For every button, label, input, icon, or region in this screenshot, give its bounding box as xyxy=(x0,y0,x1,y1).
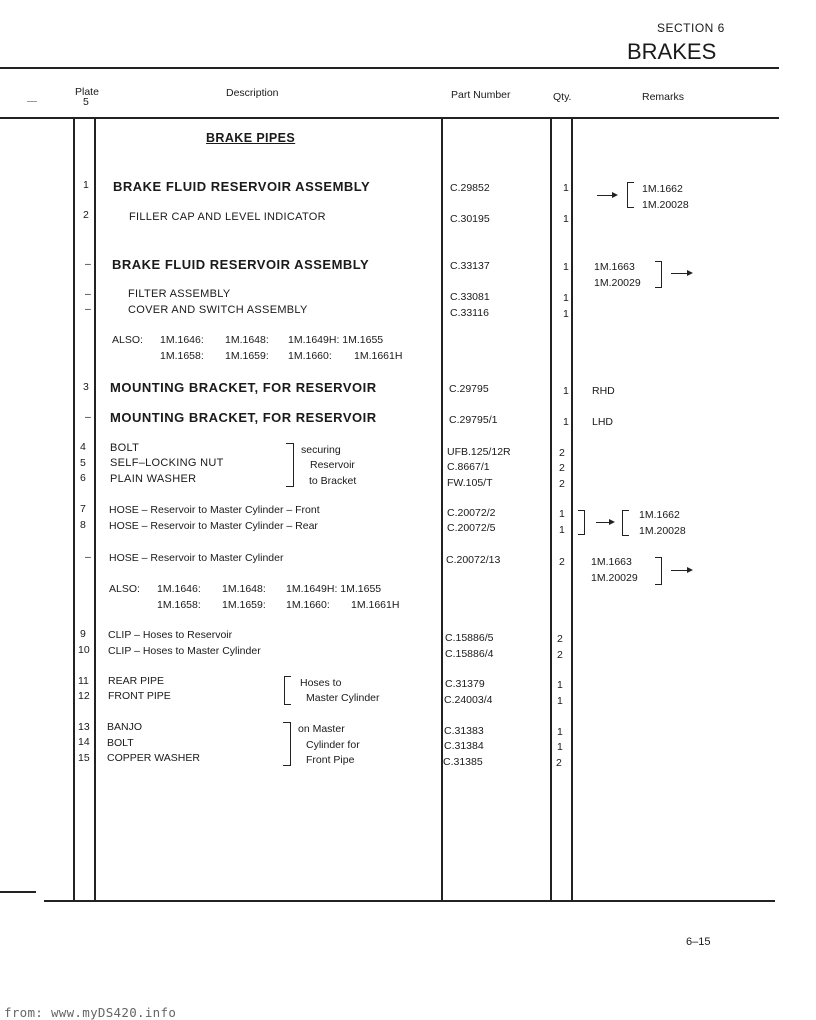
part-description: FILTER ASSEMBLY xyxy=(128,288,231,300)
also-item: 1M.1649H: 1M.1655 xyxy=(288,334,384,346)
page-title: BRAKES xyxy=(627,39,717,64)
bracket-left xyxy=(284,676,291,705)
also-item: 1M.1646: xyxy=(157,583,201,595)
part-number: C.29795 xyxy=(449,383,489,395)
plate-no: 3 xyxy=(83,381,89,393)
also-item: 1M.1661H xyxy=(351,599,400,611)
col-line-2 xyxy=(94,117,96,900)
part-number: C.24003/4 xyxy=(444,694,493,706)
bracket-left xyxy=(622,510,629,536)
part-description: HOSE – Reservoir to Master Cylinder xyxy=(109,552,284,564)
plate-no: 13 xyxy=(78,721,90,733)
part-number: C.31383 xyxy=(444,725,484,737)
part-number: C.8667/1 xyxy=(447,461,490,473)
plate-no: 1 xyxy=(83,179,89,191)
plate-no: 6 xyxy=(80,472,86,484)
part-number: C.31385 xyxy=(443,756,483,768)
note-text: Front Pipe xyxy=(306,754,355,766)
qty: 1 xyxy=(557,741,563,753)
also-item: 1M.1649H: 1M.1655 xyxy=(286,583,382,595)
qty: 1 xyxy=(563,261,569,273)
part-number: C.29852 xyxy=(450,182,490,194)
plate-no: – xyxy=(85,258,91,270)
plate-no: 8 xyxy=(80,519,86,531)
note-text: Reservoir xyxy=(310,459,355,471)
plate-no: – xyxy=(85,303,91,315)
remark-text: 1M.1662 xyxy=(642,183,683,195)
part-number: C.33116 xyxy=(450,307,489,319)
plate-no: – xyxy=(85,411,91,423)
qty: 1 xyxy=(557,679,563,691)
note-text: Master Cylinder xyxy=(306,692,380,704)
bracket-left xyxy=(627,182,634,208)
remark-text: 1M.20028 xyxy=(639,525,686,537)
qty: 2 xyxy=(559,447,565,459)
plate-no: 4 xyxy=(80,441,86,453)
part-description: MOUNTING BRACKET, FOR RESERVOIR xyxy=(110,410,377,425)
remark-text: 1M.20029 xyxy=(591,572,638,584)
part-description: BRAKE FLUID RESERVOIR ASSEMBLY xyxy=(113,179,371,194)
part-number: FW.105/T xyxy=(447,477,493,489)
bracket-right xyxy=(655,261,662,288)
bottom-rule-left xyxy=(0,891,36,893)
part-number: C.33137 xyxy=(450,260,490,272)
part-number: C.15886/4 xyxy=(445,648,494,660)
also-item: 1M.1648: xyxy=(225,334,269,346)
part-number: C.20072/2 xyxy=(447,507,496,519)
part-number: C.33081 xyxy=(450,291,490,303)
col-line-4 xyxy=(550,117,552,900)
qty: 1 xyxy=(557,726,563,738)
part-description: CLIP – Hoses to Master Cylinder xyxy=(108,645,261,657)
remark-text: 1M.1662 xyxy=(639,509,680,521)
part-number: C.31384 xyxy=(444,740,484,752)
also-item: 1M.1648: xyxy=(222,583,266,595)
group-title: BRAKE PIPES xyxy=(206,131,296,145)
also-item: 1M.1658: xyxy=(160,350,204,362)
qty: 1 xyxy=(559,508,565,520)
also-item: 1M.1659: xyxy=(225,350,269,362)
part-description: COPPER WASHER xyxy=(107,752,200,764)
part-description: CLIP – Hoses to Reservoir xyxy=(108,629,233,641)
part-description: BANJO xyxy=(107,721,143,733)
part-number: C.30195 xyxy=(450,213,490,225)
part-description: HOSE – Reservoir to Master Cylinder – Rear xyxy=(109,520,318,532)
part-description: HOSE – Reservoir to Master Cylinder – Front xyxy=(109,504,320,516)
part-description: COVER AND SWITCH ASSEMBLY xyxy=(128,304,308,316)
also-label: ALSO: xyxy=(112,334,143,346)
part-number: C.29795/1 xyxy=(449,414,498,426)
part-number: C.31379 xyxy=(445,678,485,690)
part-number: C.15886/5 xyxy=(445,632,494,644)
col-plate-no: 5 xyxy=(83,96,89,108)
part-number: C.20072/13 xyxy=(446,554,501,566)
qty: 2 xyxy=(559,462,565,474)
plate-no: 10 xyxy=(78,644,90,656)
qty: 1 xyxy=(563,416,569,428)
col-line-5 xyxy=(571,117,573,900)
bracket-right xyxy=(655,557,662,585)
plate-no: 2 xyxy=(83,209,89,221)
also-item: 1M.1658: xyxy=(157,599,201,611)
arrow-icon xyxy=(597,195,616,196)
plate-no: 14 xyxy=(78,736,90,748)
col-plate: Plate xyxy=(75,86,99,98)
qty: 1 xyxy=(563,308,569,320)
bracket-right xyxy=(283,722,291,766)
part-description: FRONT PIPE xyxy=(108,690,171,702)
part-description: BRAKE FLUID RESERVOIR ASSEMBLY xyxy=(112,257,370,272)
col-line-3 xyxy=(441,117,443,900)
plate-no: 15 xyxy=(78,752,90,764)
also-item: 1M.1660: xyxy=(288,350,332,362)
bracket-right xyxy=(578,510,585,535)
part-description: PLAIN WASHER xyxy=(110,473,197,485)
qty: 2 xyxy=(557,649,563,661)
part-number: UFB.125/12R xyxy=(447,446,511,458)
note-text: Cylinder for xyxy=(306,739,360,751)
top-rule xyxy=(0,67,779,69)
note-text: on Master xyxy=(298,723,345,735)
qty: 1 xyxy=(559,524,565,536)
plate-no: 5 xyxy=(80,457,86,469)
qty: 1 xyxy=(563,213,569,225)
arrow-icon xyxy=(671,570,691,571)
part-description: FILLER CAP AND LEVEL INDICATOR xyxy=(129,211,326,223)
remark-text: 1M.1663 xyxy=(591,556,632,568)
qty: 2 xyxy=(557,633,563,645)
qty: 1 xyxy=(563,182,569,194)
arrow-icon xyxy=(596,522,613,523)
col-remarks: Remarks xyxy=(642,91,685,103)
page-number: 6–15 xyxy=(686,936,711,948)
qty: 2 xyxy=(559,556,565,568)
arrow-icon xyxy=(671,273,691,274)
remark-text: 1M.1663 xyxy=(594,261,635,273)
remark-text: RHD xyxy=(592,385,615,397)
col-part-number: Part Number xyxy=(451,89,511,101)
part-description: REAR PIPE xyxy=(108,675,165,687)
part-description: BOLT xyxy=(110,442,140,454)
qty: 1 xyxy=(563,292,569,304)
qty: 2 xyxy=(556,757,562,769)
also-item: 1M.1661H xyxy=(354,350,403,362)
part-description: MOUNTING BRACKET, FOR RESERVOIR xyxy=(110,380,377,395)
part-number: C.20072/5 xyxy=(447,522,496,534)
col-qty: Qty. xyxy=(553,91,572,103)
plate-no: 11 xyxy=(78,675,89,687)
remark-text: LHD xyxy=(592,416,614,428)
qty: 1 xyxy=(557,695,563,707)
bracket-right xyxy=(286,443,294,487)
watermark: from: www.myDS420.info xyxy=(4,1005,177,1020)
col-description: Description xyxy=(226,87,279,99)
part-description: BOLT xyxy=(107,737,134,749)
note-text: Hoses to xyxy=(300,677,342,689)
also-item: 1M.1659: xyxy=(222,599,266,611)
note-text: securing xyxy=(301,444,341,456)
part-description: SELF–LOCKING NUT xyxy=(110,457,224,469)
plate-no: 9 xyxy=(80,628,86,640)
note-text: to Bracket xyxy=(309,475,357,487)
also-label: ALSO: xyxy=(109,583,140,595)
remark-text: 1M.20028 xyxy=(642,199,689,211)
plate-no: 12 xyxy=(78,690,90,702)
qty: 1 xyxy=(563,385,569,397)
plate-no: – xyxy=(85,551,91,563)
col-line-1 xyxy=(73,117,75,900)
plate-no: – xyxy=(85,288,91,300)
left-tick xyxy=(27,101,37,102)
also-item: 1M.1660: xyxy=(286,599,330,611)
plate-no: 7 xyxy=(80,503,86,515)
remark-text: 1M.20029 xyxy=(594,277,641,289)
qty: 2 xyxy=(559,478,565,490)
also-item: 1M.1646: xyxy=(160,334,204,346)
section-label: SECTION 6 xyxy=(657,21,725,35)
bottom-rule xyxy=(44,900,775,902)
header-rule xyxy=(0,117,779,119)
